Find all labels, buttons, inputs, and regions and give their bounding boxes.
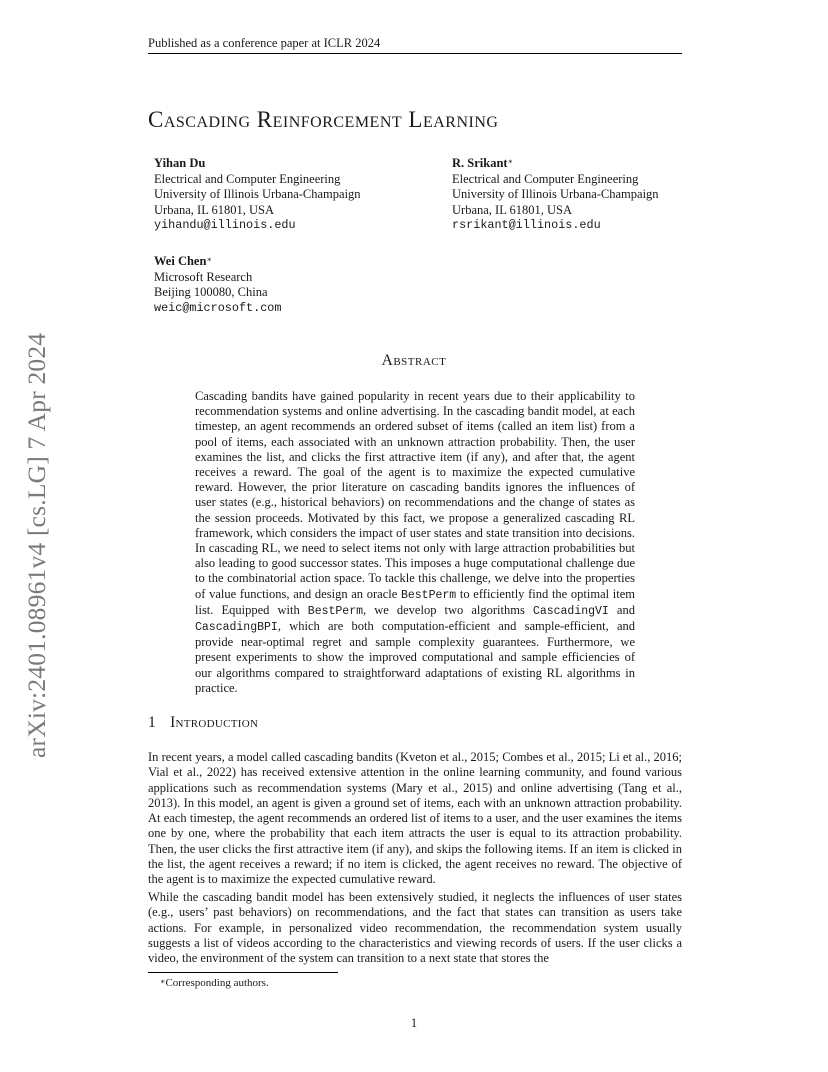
- footnote: [160, 977, 269, 990]
- venue-text: Published as a conference paper at ICLR 2024: [148, 36, 381, 50]
- footnote-divider: [148, 972, 338, 973]
- author-name: Wei Chen: [154, 254, 207, 268]
- affiliation-line: Electrical and Computer Engineering: [452, 171, 639, 186]
- code-cascadingvi: CascadingVI: [532, 604, 609, 618]
- author-name: Yihan Du: [154, 156, 206, 170]
- affiliation-line: Electrical and Computer Engineering: [154, 171, 341, 186]
- arxiv-stamp: arXiv:2401.08961v4 [cs.LG] 7 Apr 2024: [22, 332, 51, 758]
- paper-title: Cascading Reinforcement Learning: [148, 107, 499, 132]
- body-paragraph: While the cascading bandit model has been extensively studied, it neglects the influences of user states (e.g., users’ past behaviors) on recommendations, and the fact that states can transition as users take actions. For example, in personalized video recommendation, the recommendation system usually suggests a list of videos according to the characteristics and viewing records of users. If the user clicks a video, the environment of the system can transition to a next state that stores the: [148, 890, 682, 966]
- author-block-1: [154, 156, 361, 234]
- author-email[interactable]: yihandu@illinois.edu: [154, 218, 296, 232]
- footnote-mark: ∗: [160, 977, 166, 986]
- footnote-text: Corresponding authors.: [165, 977, 269, 989]
- section-number: 1: [148, 714, 157, 731]
- affiliation-line: University of Illinois Urbana-Champaign: [452, 187, 659, 201]
- section-title: Introduction: [170, 714, 259, 731]
- abstract-heading: Abstract: [381, 352, 447, 369]
- affiliation-line: Beijing 100080, China: [154, 285, 268, 299]
- page-number: 1: [410, 1016, 418, 1030]
- code-bestperm: BestPerm: [307, 604, 364, 618]
- abstract-text: Cascading bandits have gained popularity in recent years due to their applicability to recommendation systems and online advertising. In the cascading bandit model, at each timestep, an agent recommends an ordered subset of items (called an item list) from a pool of items, each associated with an unknown attraction probability. Then, the user examines the list, and clicks the first attractive item (if any), and after that, the agent receives a reward. The goal of the agent is to maximize the expected cumulative reward. However, the prior literature on cascading bandits ignores the influences of user states (e.g., historical behaviors) on recommendations and the change of states as the session proceeds. Motivated by this fact, we propose a generalized cascading RL framework, which considers the impact of user states and state transition into decisions. In cascading RL, we need to select items not only with large attraction probabilities but also leading to good successor states. This imposes a huge computational challenge due to the combinatorial action space. To tackle this challenge, we delve into the properties of value functions, and design an oracle BestPerm to efficiently find the optimal item list. Equipped with BestPerm, we develop two algorithms CascadingVI and CascadingBPI, which are both computation-efficient and sample-efficient, and provide near-optimal regret and sample complexity guarantees. Furthermore, we present experiments to show the improved computational and sample efficiencies of our algorithms compared to straightforward adaptations of existing RL algorithms in practice.: [195, 389, 635, 695]
- affiliation-line: Microsoft Research: [154, 269, 253, 284]
- affiliation-line: Urbana, IL 61801, USA: [154, 202, 275, 217]
- code-bestperm: BestPerm: [400, 588, 457, 602]
- author-name: R. Srikant: [452, 156, 508, 170]
- author-block-2: [452, 156, 659, 234]
- author-email[interactable]: rsrikant@illinois.edu: [452, 218, 601, 232]
- code-cascadingbpi: CascadingBPI: [195, 621, 278, 635]
- running-header: [148, 36, 682, 54]
- section-heading: [148, 714, 258, 732]
- affiliation-line: Urbana, IL 61801, USA: [452, 202, 573, 217]
- author-block-3: [154, 254, 281, 316]
- corresponding-mark: ∗: [507, 157, 514, 166]
- body-paragraph: In recent years, a model called cascading bandits (Kveton et al., 2015; Combes et al., 2015; Li et al., 2016; Vial et al., 2022) has received extensive attention in the online learning community, and found various applications such as recommendation systems (Mary et al., 2015) and online advertising (Tang et al., 2013). In this model, an agent is given a ground set of items, each with an unknown attraction probability. At each timestep, the agent recommends an ordered list of items to a user, and the user examines the items one by one, where the probability that each item attracts the user is equal to its attraction probability. Then, the user clicks the first attractive item (if any), and skips the following items. If an item is clicked in the list, the agent receives a reward; if no item is clicked, the agent receives no reward. The objective of the agent is to maximize the expected cumulative reward.: [148, 750, 682, 887]
- affiliation-line: University of Illinois Urbana-Champaign: [154, 187, 361, 201]
- author-email[interactable]: weic@microsoft.com: [154, 300, 282, 315]
- corresponding-mark: ∗: [206, 255, 212, 264]
